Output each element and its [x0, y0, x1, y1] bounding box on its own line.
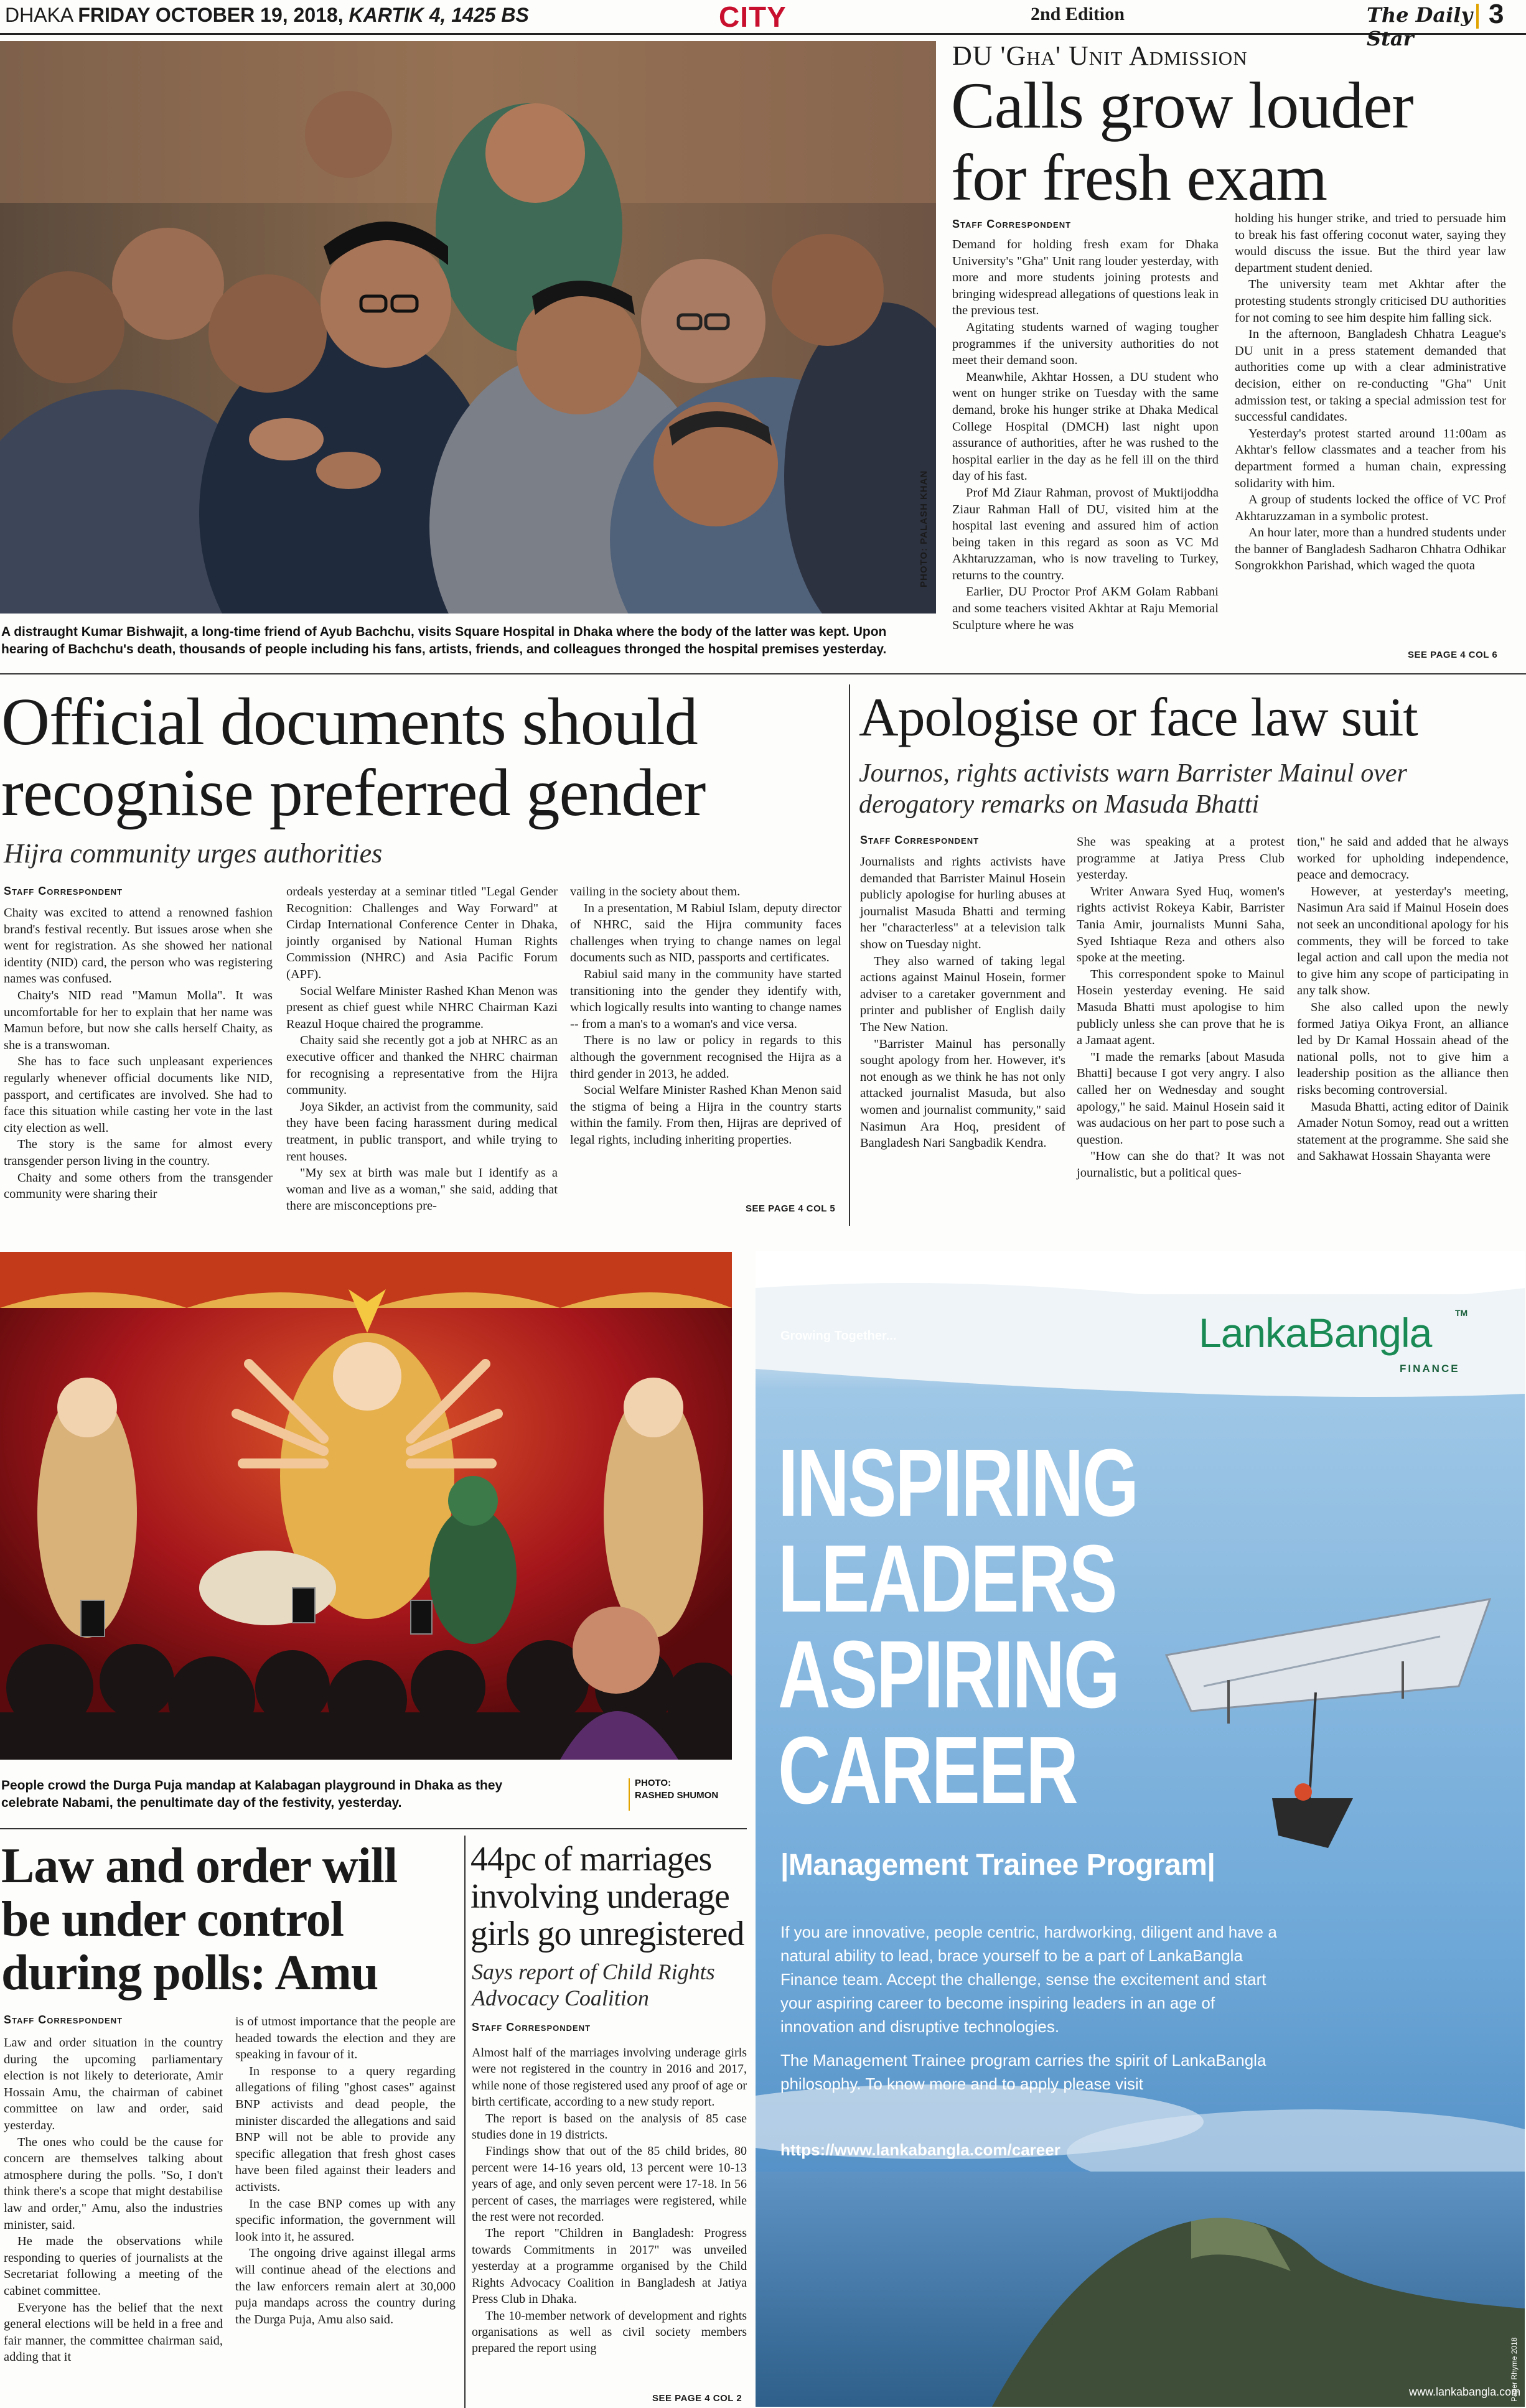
gender-c3-p1: vailing in the society about them. — [570, 885, 741, 898]
paper-logo: The Daily Star — [1367, 3, 1472, 50]
top-photo-caption: A distraught Kumar Bishwajit, a long-time friend of Ayub Bachchu, visits Square Hospital in Dhaka where the body of the latter was kept. Upon hearing of Bachchu's death, thousands of people including his fans, artists, friends, and colleagues thronged the hospital premises yesterday. — [1, 625, 887, 656]
gender-see-page[interactable]: SEE PAGE 4 COL 5 — [746, 1203, 836, 1214]
masthead-date: FRIDAY OCTOBER 19, 2018, — [78, 4, 344, 26]
gender-c2-p3: Chaity said she recently got a job at NHRC as an executive officer and thanked the NHRC chairman for recognising a representative from the Hijra community. — [286, 1034, 558, 1098]
gender-c3-p2: In a presentation, M Rabiul Islam, deputy director of NHRC, said the Hijra community faces challenges when trying to change names on legal documents such as NID, passports and certificates. — [570, 901, 841, 965]
law-headline-line2: be under control — [1, 1892, 344, 1947]
apologise-column-1 — [860, 854, 1065, 1152]
edition-label: 2nd Edition — [1031, 4, 1125, 24]
gender-column-1 — [4, 905, 273, 1203]
gender-c2-p5: "My sex at birth was male but I identify as a woman and live as a woman," she said, adding that there are misconceptions pre- — [286, 1166, 558, 1213]
law-column-1 — [4, 2035, 223, 2366]
puja-photo-credit — [635, 1777, 718, 1802]
gender-c1-p4: The story is the same for almost every transgender person living in the country. — [4, 1137, 273, 1168]
marriage-c1-p3: Findings show that out of the 85 child brides, 80 percent were 14-16 years old, 13 percent were 10-13 years of age, and only seven percent were 17-18. In 56 percent of cases, the marriages were registered, while the rest were not recorded. — [472, 2144, 747, 2224]
apologise-c1-p3: "Barrister Mainul has personally sought apology from her. However, it's not enough as we think he has not only attacked journalist Masuda, but also women and journalist community," said Nasimun Ara Hoq, president of Bangladesh Nari Sangbadik Kendra. — [860, 1037, 1065, 1150]
ad-hero-line3: ASPIRING — [778, 1621, 1119, 1728]
apologise-c2-p3: This correspondent spoke to Mainul Hosein yesterday evening. He said Masuda Bhatti must apologise to him publicly unless she can prove that he is a Jamaat agent. — [1077, 967, 1285, 1048]
ad-background — [756, 1251, 1525, 2407]
gender-headline-line1: Official documents should — [1, 685, 698, 759]
ad-tagline: Growing Together... — [780, 1329, 897, 1343]
ad-body-p2: The Management Trainee program carries the spirit of LankaBangla philosophy. To know more and to apply please visit — [780, 2051, 1266, 2093]
apologise-column-3 — [1297, 834, 1509, 1165]
exam-c2-p6: An hour later, more than a hundred students under the banner of Bangladesh Sadharon Chhatra Odhikar Songrokkhon Parishad, which waged the quota — [1235, 526, 1506, 573]
apologise-deck-line2: derogatory remarks on Masuda Bhatti — [859, 790, 1260, 819]
law-c2-p3: In the case BNP comes up with any specific information, the government will look into it, he assured. — [235, 2196, 456, 2244]
exam-column-2 — [1235, 210, 1506, 574]
marriage-headline-line2: involving underage — [470, 1877, 729, 1916]
section-rule-1 — [0, 673, 1526, 674]
law-c2-p1: is of utmost importance that the people are headed towards the election and they are speaking in favour of it. — [235, 2015, 456, 2062]
gender-c1-p2: Chaity's NID read "Mamun Molla". It was uncomfortable for her to explain that her name was Mamun before, but now she calls herself Chaity, as she is a transwoman. — [4, 988, 273, 1052]
lankabangla-ad[interactable] — [756, 1251, 1525, 2407]
ad-body-p1: If you are innovative, people centric, hardworking, diligent and have a natural ability to lead, brace yourself to be a part of LankaBangla Finance team. Accept the challenge, sense the excitement and start your aspiring career to become inspiring leaders in an age of innovation and disruptive technologies. — [780, 1923, 1277, 2036]
exam-c2-p2: The university team met Akhtar after the protesting students strongly criticised DU authorities for not coming to see him despite him falling sick. — [1235, 278, 1506, 325]
gender-deck: Hijra community urges authorities — [4, 838, 383, 869]
apologise-deck-line1: Journos, rights activists warn Barrister Mainul over — [859, 759, 1407, 788]
masthead-bangla-date: KARTIK 4, 1425 BS — [349, 4, 529, 26]
exam-c1-p4: Prof Md Ziaur Rahman, provost of Muktijoddha Ziaur Rahman Hall of DU, visited him at the hospital last evening and assured him of action being taken in this regard as soon as VC Md Akhtaruzzaman, who is now traveling to Turkey, returns to the country. — [952, 485, 1219, 582]
credit-divider — [629, 1778, 630, 1811]
ad-body — [780, 1920, 1278, 2106]
law-c1-p2: The ones who could be the cause for concern are themselves talking about atmosphere during the polls. "So, I don't think there's a scope that might destabilise law and order," Amu, also the industries minister, said. — [4, 2135, 223, 2232]
gender-c1-p5: Chaity and some others from the transgender community were sharing their — [4, 1170, 273, 1202]
marriage-c1-p2: The report is based on the analysis of 85 case studies done in 19 districts. — [472, 2111, 747, 2142]
ad-brand-tm: TM — [1455, 1308, 1468, 1318]
ad-footer-url[interactable]: www.lankabangla.com — [1409, 2386, 1521, 2398]
column-rule-2 — [464, 1836, 466, 2408]
ad-program-title: |Management Trainee Program| — [780, 1849, 1215, 1882]
section-rule-2 — [0, 1828, 747, 1829]
gender-c3-p3: Rabiul said many in the community have started transitioning into the gender they identify with, which logically results into wanting to change names -- from a man's to a woman's and vice versa. — [570, 967, 841, 1031]
law-byline: Staff Correspondent — [4, 2014, 123, 2026]
law-headline-line1: Law and order will — [1, 1839, 398, 1893]
puja-photo — [0, 1252, 732, 1760]
column-rule-1 — [849, 684, 850, 1226]
top-photo-credit: PHOTO: PALASH KHAN — [919, 470, 929, 587]
exam-column-1 — [952, 236, 1219, 633]
masthead-dateline — [5, 4, 529, 27]
gender-c2-p1: ordeals yesterday at a seminar titled "Legal Gender Recognition: Challenges and Way Forward" at Cirdap International Conference Center in Dhaka, jointly organised by National Human Rights Commission (NHRC) and Asia Pacific Forum (APF). — [286, 885, 558, 981]
apologise-c3-p4: Masuda Bhatti, acting editor of Dainik Amader Notun Somoy, read out a written statement at the programme. She said she and Sakhawat Hossain Shayanta were — [1297, 1099, 1509, 1164]
apologise-column-2 — [1077, 834, 1285, 1181]
law-c1-p1: Law and order situation in the country during the upcoming parliamentary election is not likely to deteriorate, Amir Hossain Amu, the chairman of cabinet committee on law and order, said yesterday. — [4, 2036, 223, 2132]
marriage-c1-p5: The 10-member network of development and rights organisations as well as civil society members prepared the report using — [472, 2308, 747, 2356]
puja-photo-caption: People crowd the Durga Puja mandap at Kalabagan playground in Dhaka as they celebrate Nabami, the penultimate day of the festivity, yesterday. — [1, 1778, 503, 1810]
masthead-city: DHAKA — [5, 4, 73, 26]
gender-c1-p1: Chaity was excited to attend a renowned fashion brand's festival recently. But issues arose when she went for registration. As she showed her national identity (NID) card, the person who was registering names was confused. — [4, 906, 273, 986]
exam-c2-p3: In the afternoon, Bangladesh Chhatra League's DU unit in a press statement demanded that authorities come up with a clear administrative decision, either on re-conducting "Gha" Unit admission test, or taking a special admission test for successful candidates. — [1235, 327, 1506, 424]
marriage-c1-p4: The report "Children in Bangladesh: Progress towards Commitments in 2017" was unveiled yesterday at a programme organised by the Child Rights Advocacy Coalition in Bangladesh at Jatiya Press Club in Dhaka. — [472, 2226, 747, 2307]
marriage-see-page[interactable]: SEE PAGE 4 COL 2 — [652, 2393, 742, 2404]
puja-credit-label: PHOTO: — [635, 1778, 672, 1788]
apologise-c2-p1: She was speaking at a protest programme at Jatiya Press Club yesterday. — [1077, 835, 1285, 882]
marriage-column-1 — [472, 2045, 747, 2357]
masthead — [0, 0, 1526, 50]
marriage-deck-line1: Says report of Child Rights — [472, 1959, 715, 1984]
exam-c1-p5: Earlier, DU Proctor Prof AKM Golam Rabbani and some teachers visited Akhtar at Raju Memorial Sculpture where he was — [952, 585, 1219, 632]
exam-c1-p3: Meanwhile, Akhtar Hossen, a DU student who went on hunger strike on Tuesday with the same demand, broke his hunger strike at Dhaka Medical College Hospital (DMCH) last night upon assurance of authorities, after he was rushed to the hospital earlier in the day as he fell ill on the third day of his fast. — [952, 370, 1219, 483]
apologise-headline: Apologise or face law suit — [859, 688, 1418, 748]
gender-column-2 — [286, 884, 558, 1215]
apologise-c3-p2: However, at yesterday's meeting, Nasimun Ara said if Mainul Hosein does not seek an unconditional apology for his comments, they will be forced to take legal action and call upon the media not to give him any scope of participating in any talk show. — [1297, 884, 1509, 998]
gender-c3-p4: There is no law or policy in regards to this although the government recognised the Hijra as a third gender in 2013, he added. — [570, 1034, 841, 1081]
law-headline-line3: during polls: Amu — [1, 1946, 378, 2000]
law-c2-p2: In response to a query regarding allegations of filing "ghost cases" against BNP activists and dead people, the minister discarded the allegations and said BNP will not be able to provide any specific allegation that fresh ghost cases have been filed against their leaders and activists. — [235, 2064, 456, 2194]
apologise-c3-p1: tion," he said and added that he always worked for upholding independence, peace and democracy. — [1297, 835, 1509, 882]
marriage-deck-line2: Advocacy Coalition — [472, 1986, 649, 2010]
apologise-c2-p2: Writer Anwara Syed Huq, women's rights activist Rokeya Kabir, Barrister Tania Amir, journalists Munni Saha, Syed Ishtiaque Reza and others also spoke at the meeting. — [1077, 884, 1285, 965]
exam-c2-p4: Yesterday's protest started around 11:00am as Akhtar's fellow classmates and a teacher from his department formed a human chain, expressing solidarity with him. — [1235, 426, 1506, 490]
apologise-c1-p1: Journalists and rights activists have demanded that Barrister Mainul Hosein publicly apologise for hurling abuses at journalist Masuda Bhatti and terming her "characterless" at a television talk show on Tuesday night. — [860, 855, 1065, 951]
apologise-c2-p5: "How can she do that? It was not journalistic, but a political ques- — [1077, 1149, 1285, 1180]
puja-credit-name: RASHED SHUMON — [635, 1790, 719, 1801]
gender-c1-p3: She has to face such unpleasant experiences regularly whenever official documents like NID, passport, and certificates are involved. She had to face this situation while casting her vote in the last city election as well. — [4, 1055, 273, 1135]
exam-see-page[interactable]: SEE PAGE 4 COL 6 — [1408, 650, 1498, 660]
exam-c2-p1: holding his hunger strike, and tried to persuade him to break his fast offering coconut water, saying they would discuss the issue. But the third year law department student denied. — [1235, 212, 1506, 275]
crowd-photo-illustration — [0, 41, 936, 614]
law-c1-p4: Everyone has the belief that the next general elections will be held in a free and fair manner, the committee chairman said, adding that it — [4, 2300, 223, 2364]
ad-hero-text — [778, 1429, 1138, 1824]
ad-career-link[interactable]: https://www.lankabangla.com/career — [780, 2140, 1060, 2159]
gender-column-3 — [570, 884, 841, 1149]
apologise-c1-p2: They also warned of taking legal actions against Mainul Hosein, former adviser to a caretaker government and printer and publisher of English daily The New Nation. — [860, 954, 1065, 1034]
gender-c3-p5: Social Welfare Minister Rashed Khan Menon said the stigma of being a Hijra in the country starts within the family. From then, Hijras are deprived of legal rights, including inheriting properties. — [570, 1083, 841, 1147]
law-c1-p3: He made the observations while responding to queries of journalists at the Secretariat following a meeting of the cabinet committee. — [4, 2234, 223, 2298]
section-name: CITY — [719, 1, 787, 33]
ad-hero-line1: INSPIRING — [778, 1429, 1138, 1536]
masthead-divider — [1476, 4, 1479, 29]
exam-headline-line2: for fresh exam — [951, 141, 1327, 214]
gender-byline: Staff Correspondent — [4, 885, 123, 897]
marriage-headline-line1: 44pc of marriages — [470, 1840, 712, 1878]
exam-c1-p1: Demand for holding fresh exam for Dhaka University's "Gha" Unit rang louder yesterday, with more and more students joining protests and bringing widespread allegations of questions leak in the previous test. — [952, 238, 1219, 318]
ad-brand-sub: FINANCE — [1400, 1363, 1460, 1374]
ad-brand-logo: LankaBangla — [1199, 1310, 1432, 1356]
exam-kicker: DU 'Gha' Unit Admission — [952, 40, 1248, 71]
gender-headline-line2: recognise preferred gender — [1, 756, 706, 830]
exam-c2-p5: A group of students locked the office of VC Prof Akhtaruzzaman in a symbolic protest. — [1235, 493, 1506, 523]
law-column-2 — [235, 2014, 456, 2328]
exam-headline-line1: Calls grow louder — [951, 69, 1413, 142]
ad-hero-line2: LEADERS — [778, 1525, 1116, 1632]
gender-c2-p4: Joya Sikder, an activist from the community, said they have been facing harassment during medical treatment, in public transport, and while trying to rent houses. — [286, 1099, 558, 1164]
apologise-c2-p4: "I made the remarks [about Masuda Bhatti] because I got very angry. I also called her on Wednesday and sought apology," he said. Mainul Hosein said it was audacious on her part to pose such a question. — [1077, 1050, 1285, 1147]
law-c2-p4: The ongoing drive against illegal arms will continue ahead of the elections and the law enforcers remain alert at 30,000 puja mandaps across the country during the Durga Puja, Amu also said. — [235, 2246, 456, 2326]
top-photo — [0, 41, 936, 614]
exam-c1-p2: Agitating students warned of waging tougher programmes if the university authorities do not meet their demand soon. — [952, 320, 1219, 368]
durga-puja-illustration — [0, 1252, 732, 1760]
apologise-byline: Staff Correspondent — [860, 834, 980, 846]
marriage-byline: Staff Correspondent — [472, 2021, 591, 2033]
gender-c2-p2: Social Welfare Minister Rashed Khan Menon was present as chief guest while NHRC Chairman Kazi Reazul Hoque chaired the programme. — [286, 984, 558, 1031]
exam-byline: Staff Correspondent — [952, 218, 1072, 230]
marriage-headline-line3: girls go unregistered — [470, 1915, 744, 1953]
ad-hero-line4: CAREER — [778, 1717, 1077, 1824]
apologise-c3-p3: She also called upon the newly formed Jatiya Oikya Front, an alliance led by Dr Kamal Hossain ahead of the national polls, not to give him a leadership position as the alliance then risks becoming controversial. — [1297, 1000, 1509, 1097]
ad-side-credit: Paper Rhyme 2018 — [1510, 2337, 1519, 2402]
marriage-c1-p1: Almost half of the marriages involving underage girls were not registered in the country in 2016 and 2017, while none of those registered used any proof of age or birth certificate, according to a new study report. — [472, 2046, 747, 2109]
page-number: 3 — [1489, 0, 1504, 29]
